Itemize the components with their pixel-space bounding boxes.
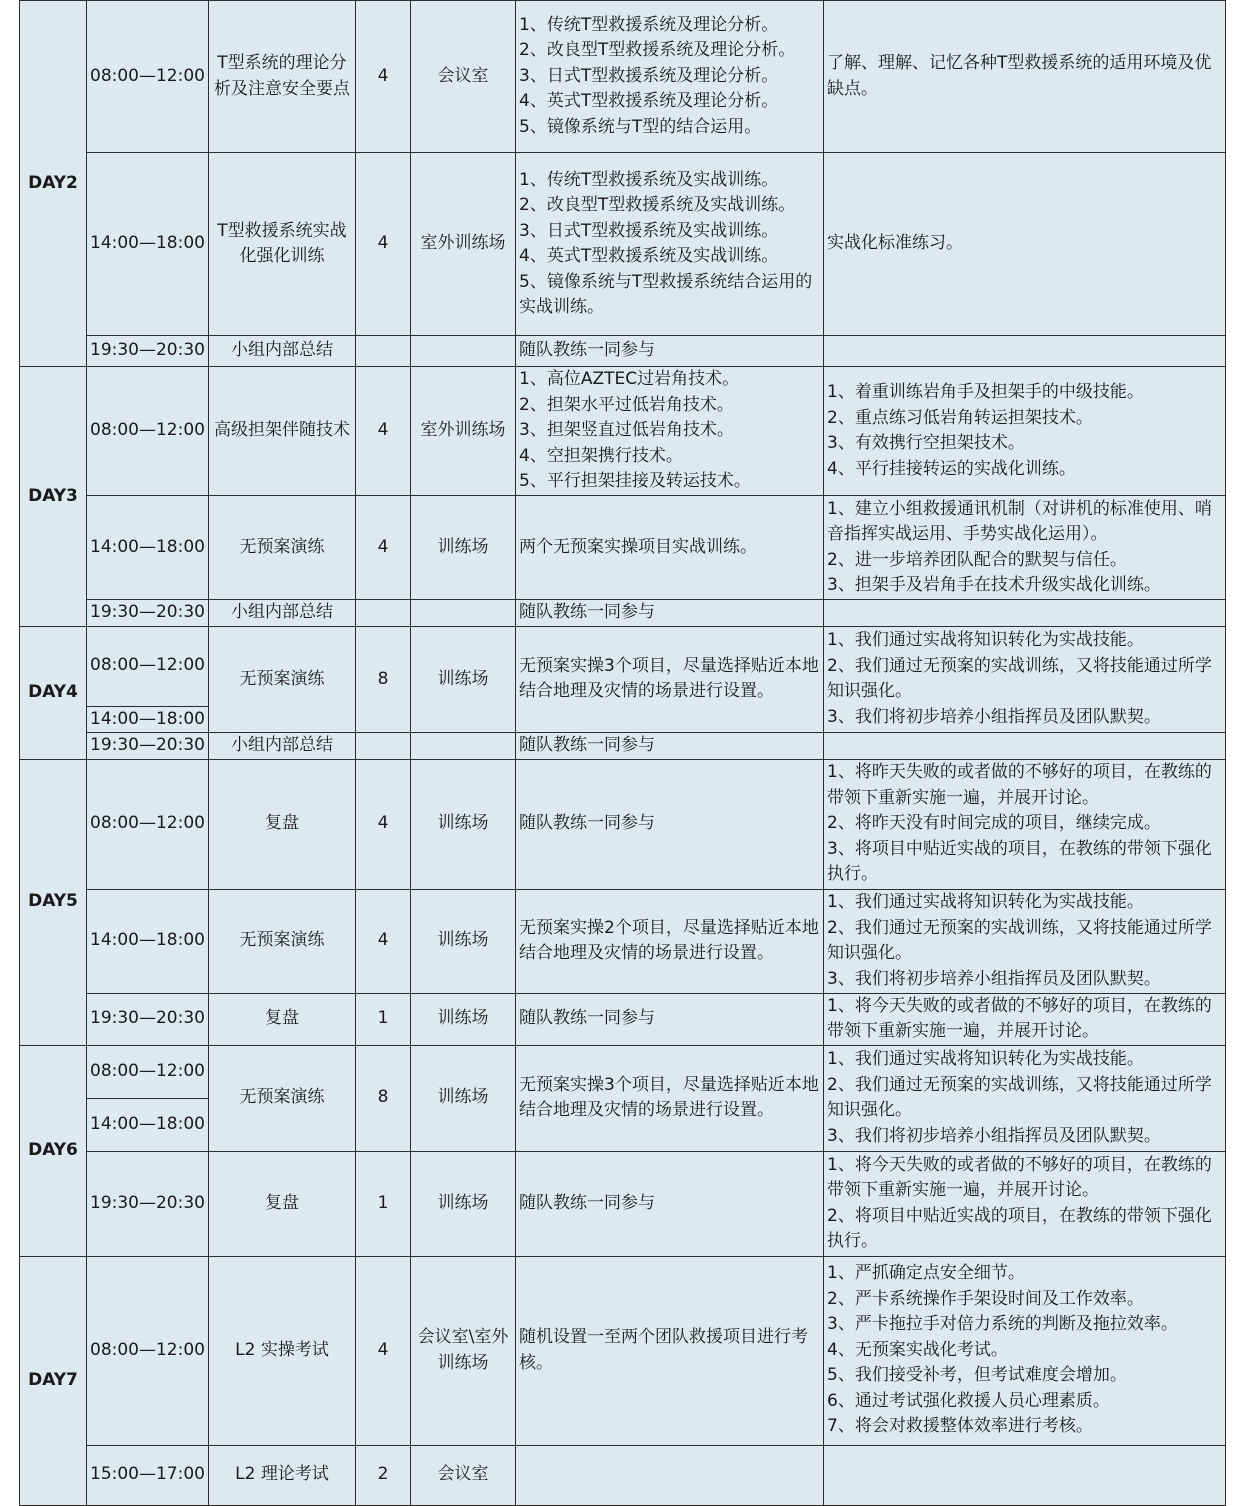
content-cell: 无预案实操3个项目，尽量选择贴近本地结合地理及灾情的场景进行设置。 bbox=[516, 1045, 824, 1151]
goal-line: 7、将会对救援整体效率进行考核。 bbox=[827, 1416, 1093, 1437]
place-cell: 训练场 bbox=[411, 1151, 516, 1256]
content-line: 3、日式T型救援系统及理论分析。 bbox=[519, 65, 779, 86]
hours-cell: 4 bbox=[356, 153, 411, 336]
place-cell: 训练场 bbox=[411, 626, 516, 733]
content-cell bbox=[516, 1, 824, 153]
day-label: DAY5 bbox=[20, 759, 87, 1045]
content-cell: 随队教练一同参与 bbox=[516, 993, 824, 1045]
course-cell: 无预案演练 bbox=[209, 496, 356, 600]
time-cell: 14:00—18:00 bbox=[87, 153, 209, 336]
goal-line: 5、我们接受补考，但考试难度会增加。 bbox=[827, 1365, 1127, 1386]
goal-cell bbox=[824, 889, 1226, 993]
table-row bbox=[20, 993, 1226, 1045]
content-line: 3、日式T型救援系统及实战训练。 bbox=[519, 220, 779, 241]
table-row bbox=[20, 1256, 1226, 1445]
goal-cell bbox=[824, 1045, 1226, 1151]
content-line: 5、镜像系统与T型的结合运用。 bbox=[519, 116, 762, 137]
goal-line: 1、建立小组救援通讯机制（对讲机的标准使用、哨音指挥实战运用、手势实战化运用）。 bbox=[827, 498, 1212, 544]
content-line: 4、空担架携行技术。 bbox=[519, 445, 683, 466]
time-cell: 08:00—12:00 bbox=[87, 367, 209, 496]
hours-cell: 4 bbox=[356, 1256, 411, 1445]
day-label: DAY2 bbox=[20, 1, 87, 367]
hours-cell: 8 bbox=[356, 1045, 411, 1151]
content-cell: 两个无预案实操项目实战训练。 bbox=[516, 496, 824, 600]
course-cell: 高级担架伴随技术 bbox=[209, 367, 356, 496]
content-line: 3、担架竖直过低岩角技术。 bbox=[519, 420, 734, 441]
hours-cell: 4 bbox=[356, 496, 411, 600]
table-row bbox=[20, 759, 1226, 889]
training-schedule-table bbox=[19, 0, 1226, 1506]
goal-cell bbox=[824, 1, 1226, 153]
course-cell: 小组内部总结 bbox=[209, 336, 356, 367]
content-cell: 随队教练一同参与 bbox=[516, 759, 824, 889]
hours-cell: 4 bbox=[356, 367, 411, 496]
table-row bbox=[20, 600, 1226, 627]
goal-cell bbox=[824, 1445, 1226, 1505]
goal-line: 4、平行挂接转运的实战化训练。 bbox=[827, 458, 1076, 479]
place-cell: 室外训练场 bbox=[411, 153, 516, 336]
time-cell: 19:30—20:30 bbox=[87, 733, 209, 760]
goal-cell bbox=[824, 496, 1226, 600]
day-label: DAY6 bbox=[20, 1045, 87, 1256]
table-row bbox=[20, 626, 1226, 706]
time-cell: 08:00—12:00 bbox=[87, 626, 209, 706]
course-cell: L2 实操考试 bbox=[209, 1256, 356, 1445]
course-cell: 复盘 bbox=[209, 759, 356, 889]
goal-cell: 1、将今天失败的或者做的不够好的项目，在教练的带领下重新实施一遍，并展开讨论。 bbox=[824, 993, 1226, 1045]
place-cell: 训练场 bbox=[411, 993, 516, 1045]
day-label: DAY7 bbox=[20, 1256, 87, 1505]
table-row bbox=[20, 1, 1226, 153]
course-cell: 复盘 bbox=[209, 993, 356, 1045]
goal-cell bbox=[824, 153, 1226, 336]
place-cell: 室外训练场 bbox=[411, 367, 516, 496]
place-cell bbox=[411, 336, 516, 367]
course-cell: 无预案演练 bbox=[209, 1045, 356, 1151]
content-line: 5、镜像系统与T型救援系统结合运用的实战训练。 bbox=[519, 271, 813, 317]
goal-cell bbox=[824, 733, 1226, 760]
time-cell: 08:00—12:00 bbox=[87, 1, 209, 153]
course-cell: L2 理论考试 bbox=[209, 1445, 356, 1505]
content-line: 4、英式T型救援系统及理论分析。 bbox=[519, 91, 779, 112]
goal-line: 2、我们通过无预案的实战训练，又将技能通过所学知识强化。 bbox=[827, 655, 1212, 702]
place-cell: 会议室\室外训练场 bbox=[411, 1256, 516, 1445]
goal-cell bbox=[824, 600, 1226, 627]
table-row bbox=[20, 496, 1226, 600]
course-cell: T型系统的理论分析及注意安全要点 bbox=[209, 1, 356, 153]
content-cell bbox=[516, 367, 824, 496]
goal-line: 2、将昨天没有时间完成的项目，继续完成。 bbox=[827, 813, 1161, 834]
goal-line: 1、将今天失败的或者做的不够好的项目，在教练的带领下重新实施一遍，并展开讨论。 bbox=[827, 1154, 1212, 1200]
content-cell: 无预案实操3个项目，尽量选择贴近本地结合地理及灾情的场景进行设置。 bbox=[516, 626, 824, 733]
time-cell: 14:00—18:00 bbox=[87, 496, 209, 600]
content-line: 4、英式T型救援系统及实战训练。 bbox=[519, 246, 779, 266]
time-cell: 08:00—12:00 bbox=[87, 1256, 209, 1445]
hours-cell: 4 bbox=[356, 889, 411, 993]
table-row bbox=[20, 1151, 1226, 1256]
goal-line: 2、我们通过无预案的实战训练，又将技能通过所学知识强化。 bbox=[827, 917, 1212, 963]
hours-cell: 8 bbox=[356, 626, 411, 733]
hours-cell: 4 bbox=[356, 759, 411, 889]
hours-cell: 1 bbox=[356, 1151, 411, 1256]
time-cell: 14:00—18:00 bbox=[87, 706, 209, 733]
place-cell: 训练场 bbox=[411, 889, 516, 993]
goal-cell bbox=[824, 336, 1226, 367]
content-line: 2、改良型T型救援系统及实战训练。 bbox=[519, 195, 796, 215]
goal-line: 3、严卡拖拉手对倍力系统的判断及拖拉效率。 bbox=[827, 1314, 1178, 1335]
time-cell: 19:30—20:30 bbox=[87, 600, 209, 627]
goal-line: 2、将项目中贴近实战的项目，在教练的带领下强化执行。 bbox=[827, 1205, 1212, 1251]
goal-line: 6、通过考试强化救援人员心理素质。 bbox=[827, 1390, 1110, 1411]
table-row bbox=[20, 733, 1226, 760]
goal-line: 2、严卡系统操作手架设时间及工作效率。 bbox=[827, 1288, 1144, 1309]
content-line: 2、改良型T型救援系统及理论分析。 bbox=[519, 40, 796, 61]
content-cell: 无预案实操2个项目，尽量选择贴近本地结合地理及灾情的场景进行设置。 bbox=[516, 889, 824, 993]
time-cell: 15:00—17:00 bbox=[87, 1445, 209, 1505]
place-cell: 会议室 bbox=[411, 1445, 516, 1505]
time-cell: 08:00—12:00 bbox=[87, 759, 209, 889]
content-cell: 随队教练一同参与 bbox=[516, 733, 824, 760]
goal-line: 2、重点练习低岩角转运担架技术。 bbox=[827, 407, 1093, 428]
goal-cell bbox=[824, 759, 1226, 889]
goal-line: 1、将昨天失败的或者做的不够好的项目，在教练的带领下重新实施一遍，并展开讨论。 bbox=[827, 762, 1212, 808]
goal-cell bbox=[824, 1256, 1226, 1445]
content-cell: 随机设置一至两个团队救援项目进行考核。 bbox=[516, 1256, 824, 1445]
goal-line: 实战化标准练习。 bbox=[827, 233, 963, 254]
goal-line: 2、我们通过无预案的实战训练，又将技能通过所学知识强化。 bbox=[827, 1074, 1212, 1120]
goal-line: 3、我们将初步培养小组指挥员及团队默契。 bbox=[827, 1125, 1161, 1146]
time-cell: 19:30—20:30 bbox=[87, 336, 209, 367]
time-cell: 19:30—20:30 bbox=[87, 1151, 209, 1256]
goal-line: 1、我们通过实战将知识转化为实战技能。 bbox=[827, 630, 1144, 651]
goal-line: 4、无预案实战化考试。 bbox=[827, 1339, 1008, 1360]
day-label: DAY4 bbox=[20, 626, 87, 759]
content-cell bbox=[516, 1445, 824, 1505]
goal-cell bbox=[824, 626, 1226, 733]
time-cell: 14:00—18:00 bbox=[87, 1098, 209, 1151]
hours-cell: 2 bbox=[356, 1445, 411, 1505]
content-line: 5、平行担架挂接及转运技术。 bbox=[519, 471, 751, 492]
place-cell: 会议室 bbox=[411, 1, 516, 153]
course-cell: 小组内部总结 bbox=[209, 600, 356, 627]
table-row bbox=[20, 889, 1226, 993]
hours-cell bbox=[356, 336, 411, 367]
course-cell: 复盘 bbox=[209, 1151, 356, 1256]
time-cell: 19:30—20:30 bbox=[87, 993, 209, 1045]
place-cell: 训练场 bbox=[411, 759, 516, 889]
time-cell: 14:00—18:00 bbox=[87, 889, 209, 993]
course-cell: 小组内部总结 bbox=[209, 733, 356, 760]
place-cell bbox=[411, 600, 516, 627]
table-row bbox=[20, 367, 1226, 496]
hours-cell bbox=[356, 600, 411, 627]
time-cell: 08:00—12:00 bbox=[87, 1045, 209, 1098]
goal-line: 了解、理解、记忆各种T型救援系统的适用环境及优缺点。 bbox=[827, 53, 1212, 99]
course-cell: 无预案演练 bbox=[209, 889, 356, 993]
hours-cell: 4 bbox=[356, 1, 411, 153]
goal-cell bbox=[824, 1151, 1226, 1256]
course-cell: 无预案演练 bbox=[209, 626, 356, 733]
day-label: DAY3 bbox=[20, 367, 87, 627]
place-cell bbox=[411, 733, 516, 760]
goal-line: 1、我们通过实战将知识转化为实战技能。 bbox=[827, 892, 1144, 912]
content-cell: 随队教练一同参与 bbox=[516, 600, 824, 627]
goal-line: 1、我们通过实战将知识转化为实战技能。 bbox=[827, 1049, 1144, 1069]
table-row bbox=[20, 1445, 1226, 1505]
goal-line: 3、担架手及岩角手在技术升级实战化训练。 bbox=[827, 575, 1161, 595]
content-cell: 随队教练一同参与 bbox=[516, 336, 824, 367]
table-row bbox=[20, 1045, 1226, 1098]
goal-line: 2、进一步培养团队配合的默契与信任。 bbox=[827, 549, 1127, 570]
content-cell: 随队教练一同参与 bbox=[516, 1151, 824, 1256]
goal-line: 3、我们将初步培养小组指挥员及团队默契。 bbox=[827, 968, 1161, 989]
place-cell: 训练场 bbox=[411, 1045, 516, 1151]
content-line: 2、担架水平过低岩角技术。 bbox=[519, 394, 734, 415]
content-line: 1、传统T型救援系统及理论分析。 bbox=[519, 14, 779, 35]
goal-line: 1、严抓确定点安全细节。 bbox=[827, 1263, 1025, 1284]
course-cell: T型救援系统实战化强化训练 bbox=[209, 153, 356, 336]
content-cell bbox=[516, 153, 824, 336]
place-cell: 训练场 bbox=[411, 496, 516, 600]
hours-cell bbox=[356, 733, 411, 760]
content-line: 1、高位AZTEC过岩角技术。 bbox=[519, 369, 740, 390]
hours-cell: 1 bbox=[356, 993, 411, 1045]
goal-line: 3、有效携行空担架技术。 bbox=[827, 433, 1025, 453]
goal-line: 3、我们将初步培养小组指挥员及团队默契。 bbox=[827, 706, 1161, 727]
goal-line: 3、将项目中贴近实战的项目，在教练的带领下强化执行。 bbox=[827, 838, 1212, 885]
content-line: 1、传统T型救援系统及实战训练。 bbox=[519, 169, 779, 190]
table-row bbox=[20, 153, 1226, 336]
goal-cell bbox=[824, 367, 1226, 496]
goal-line: 1、着重训练岩角手及担架手的中级技能。 bbox=[827, 382, 1144, 402]
table-row bbox=[20, 336, 1226, 367]
